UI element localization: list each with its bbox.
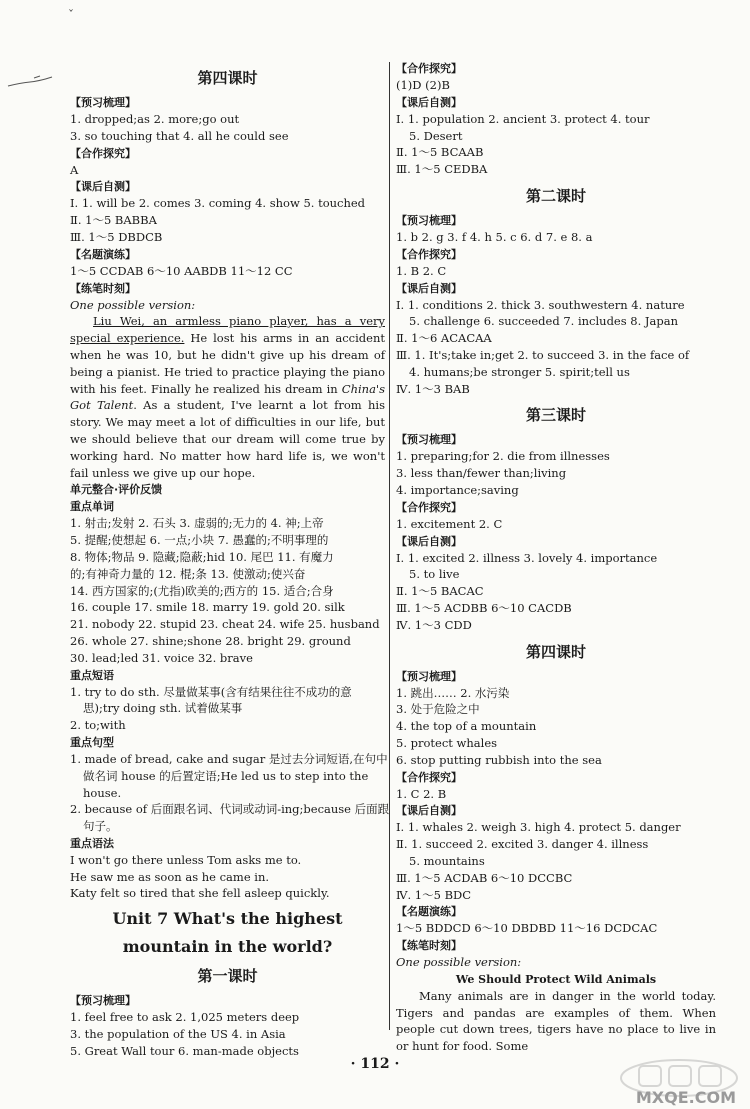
answer-line: 16. couple 17. smile 18. marry 19. gold 20. silk: [70, 600, 345, 615]
answer-line: 的;有神奇力量的 12. 棍;条 13. 使激动;使兴奋: [70, 566, 306, 581]
answer-line: 6. stop putting rubbish into the sea: [396, 752, 602, 767]
answer-line: Ⅰ. 1. conditions 2. thick 3. southwestern 4. nature: [396, 297, 685, 312]
answer-line: 2. to;with: [70, 718, 126, 733]
answer-line: He saw me as soon as he came in.: [70, 869, 270, 884]
answer-line: 1. 跳出…… 2. 水污染: [396, 685, 510, 700]
section-tag: 【课后自测】: [396, 534, 462, 548]
section-tag: 【预习梳理】: [70, 994, 136, 1008]
section-tag: 【预习梳理】: [396, 669, 462, 683]
show-title: China's Got Talent: [70, 381, 385, 413]
answer-line: 5. protect whales: [396, 735, 498, 750]
version-label: One possible version:: [396, 955, 522, 970]
lesson-title: 第四课时: [525, 642, 586, 661]
answer-line: 4. the top of a mountain: [396, 719, 537, 734]
answer-line: Ⅲ. 1～5 DBDCB: [70, 229, 163, 244]
answer-line: I won't go there unless Tom asks me to.: [70, 852, 302, 867]
answer-line-cont: 5. to live: [409, 567, 460, 582]
answer-line-cont: house.: [83, 785, 122, 800]
answer-line: Ⅰ. 1. population 2. ancient 3. protect 4. tour: [396, 111, 650, 126]
answer-line: 4. importance;saving: [396, 482, 519, 497]
watermark-text: MXQE.COM: [635, 1088, 736, 1107]
answer-line: 5. Great Wall tour 6. man-made objects: [70, 1043, 299, 1058]
answer-line: Ⅰ. 1. whales 2. weigh 3. high 4. protect 5. danger: [396, 820, 681, 835]
section-tag: 【合作探究】: [70, 146, 136, 160]
section-heading: 重点短语: [70, 668, 114, 682]
answer-line: 1. 射击;发射 2. 石头 3. 虚弱的;无力的 4. 神;上帝: [70, 516, 324, 531]
answer-line: 1. C 2. B: [396, 786, 447, 801]
lesson-title: 第三课时: [525, 406, 586, 425]
section-tag: 【练笔时刻】: [70, 281, 136, 295]
answer-line: (1)D (2)B: [396, 78, 450, 92]
answer-line: 2. because of 后面跟名词、代词或动词-ing;because 后面跟: [70, 802, 390, 817]
lesson-title: 第四课时: [197, 69, 258, 87]
answer-line: 3. 处于危险之中: [396, 702, 480, 717]
unit-title: mountain in the world?: [122, 937, 333, 957]
answer-line: 8. 物体;物品 9. 隐藏;隐蔽;hid 10. 尾巴 11. 有魔力: [70, 549, 334, 564]
answer-line: Ⅱ. 1. succeed 2. excited 3. danger 4. illness: [396, 837, 649, 852]
underlined-sentence: Liu Wei, an armless piano player, has a very special experience.: [70, 314, 385, 346]
pen-scratch-mark: [6, 74, 54, 88]
left-column: [70, 60, 390, 1060]
answer-line: Ⅲ. 1. It's;take in;get 2. to succeed 3. in the face of: [396, 347, 690, 362]
answer-line: 14. 西方国家的;(尤指)欧美的;西方的 15. 适合;合身: [70, 583, 334, 598]
answer-line: 5. 提醒;使想起 6. 一点;小块 7. 愚蠢的;不明事理的: [70, 533, 329, 548]
section-tag: 【预习梳理】: [396, 213, 462, 227]
answer-line-cont: 4. humans;be stronger 5. spirit;tell us: [409, 364, 630, 379]
section-heading: 单元整合·评价反馈: [70, 483, 163, 497]
answer-line: Ⅲ. 1～5 CEDBA: [396, 162, 488, 177]
version-label: One possible version:: [70, 297, 196, 312]
answer-line: 26. whole 27. shine;shone 28. bright 29. ground: [70, 633, 351, 648]
answer-line: Ⅰ. 1. excited 2. illness 3. lovely 4. importance: [396, 550, 658, 565]
section-heading: 重点单词: [70, 500, 114, 514]
section-tag: 【合作探究】: [396, 247, 462, 261]
answer-line-cont: 5. challenge 6. succeeded 7. includes 8. Japan: [409, 314, 679, 329]
answer-line: Ⅱ. 1～6 ACACAA: [396, 331, 492, 346]
page-number: · 112 ·: [350, 1056, 400, 1072]
section-tag: 【课后自测】: [396, 804, 462, 818]
answer-line: 1. B 2. C: [396, 263, 447, 278]
section-tag: 【预习梳理】: [396, 433, 462, 447]
answer-line: 1. feel free to ask 2. 1,025 meters deep: [70, 1010, 300, 1025]
answer-line: 1. try to do sth. 尽量做某事(含有结果往往不成功的意: [70, 684, 352, 699]
answer-line: A: [70, 162, 79, 177]
answer-line: 3. the population of the US 4. in Asia: [70, 1027, 286, 1042]
section-tag: 【练笔时刻】: [396, 939, 462, 953]
section-tag: 【课后自测】: [396, 95, 462, 109]
section-tag: 【预习梳理】: [70, 96, 136, 109]
section-tag: 【合作探究】: [396, 770, 462, 784]
answer-line: 3. so touching that 4. all he could see: [70, 128, 289, 143]
answer-line: 1. dropped;as 2. more;go out: [70, 112, 240, 126]
answer-line: 1. preparing;for 2. die from illnesses: [396, 449, 610, 464]
section-tag: 【名题演练】: [70, 247, 136, 261]
answer-line-cont: 5. Desert: [409, 128, 463, 143]
answer-line: Ⅱ. 1～5 BABBA: [70, 213, 157, 228]
answer-line: Ⅳ. 1～5 BDC: [396, 887, 472, 902]
answer-line: Ⅱ. 1～5 BACAC: [396, 584, 484, 599]
unit-title: Unit 7 What's the highest: [112, 909, 343, 929]
essay-title: We Should Protect Wild Animals: [455, 972, 657, 986]
answer-line: 1. b 2. g 3. f 4. h 5. c 6. d 7. e 8. a: [396, 229, 593, 244]
answer-line-cont: 句子。: [83, 819, 118, 834]
essay-paragraph: Liu Wei, an armless piano player, has a very special experience. He lost his arms in an accident when he was 10, but he didn't give up his dream of being a pianist. He tried to practice playing the piano with his feet. Finally he realized his dream in China's Got Talent. As a student, I've learnt a lot from his story. We may meet a lot of difficulties in our life, but we should believe that our dream will come true by working hard. No matter how hard life is, we won't fail unless we give up our hope.: [70, 314, 385, 480]
answer-line: 21. nobody 22. stupid 23. cheat 24. wife 25. husband: [70, 617, 380, 632]
answer-line: Ⅳ. 1～3 CDD: [396, 617, 472, 632]
answer-line: Katy felt so tired that she fell asleep quickly.: [70, 886, 330, 901]
answer-line-cont: 做名词 house 的后置定语;He led us to step into the: [83, 768, 369, 783]
essay-paragraph: Many animals are in danger in the world today. Tigers and pandas are examples of them. When people cut down trees, tigers have no place to live in or hunt for food. Some: [396, 988, 716, 1054]
answer-line: Ⅲ. 1～5 ACDAB 6～10 DCCBC: [396, 870, 573, 885]
section-tag: 【课后自测】: [70, 180, 136, 194]
answer-line: Ⅳ. 1～3 BAB: [396, 381, 470, 396]
answer-line-cont: 思);try doing sth. 试着做某事: [83, 701, 243, 716]
answer-line: 1. excitement 2. C: [396, 516, 503, 531]
answer-line: Ⅰ. 1. will be 2. comes 3. coming 4. show 5. touched: [70, 196, 366, 211]
corner-tick: ˇ: [68, 8, 74, 22]
lesson-title: 第一课时: [197, 967, 258, 986]
section-tag: 【课后自测】: [396, 281, 462, 295]
answer-line: 30. lead;led 31. voice 32. brave: [70, 650, 253, 665]
section-heading: 重点语法: [70, 836, 114, 850]
section-tag: 【名题演练】: [396, 905, 462, 919]
answer-line: Ⅱ. 1～5 BCAAB: [396, 145, 484, 160]
answer-line: 1～5 BDDCD 6～10 DBDBD 11～16 DCDCAC: [396, 921, 658, 936]
answer-line: 3. less than/fewer than;living: [396, 466, 567, 481]
column-divider: [389, 62, 390, 1030]
section-tag: 【合作探究】: [396, 500, 462, 514]
answer-line: 1～5 CCDAB 6～10 AABDB 11～12 CC: [70, 263, 293, 278]
lesson-title: 第二课时: [525, 186, 586, 205]
right-column: [396, 60, 716, 1055]
section-heading: 重点句型: [70, 735, 114, 749]
section-tag: 【合作探究】: [396, 62, 462, 75]
answer-line: Ⅲ. 1～5 ACDBB 6～10 CACDB: [396, 600, 572, 615]
answer-line-cont: 5. mountains: [409, 853, 485, 868]
answer-line: 1. made of bread, cake and sugar 是过去分词短语,在句中: [70, 751, 388, 766]
